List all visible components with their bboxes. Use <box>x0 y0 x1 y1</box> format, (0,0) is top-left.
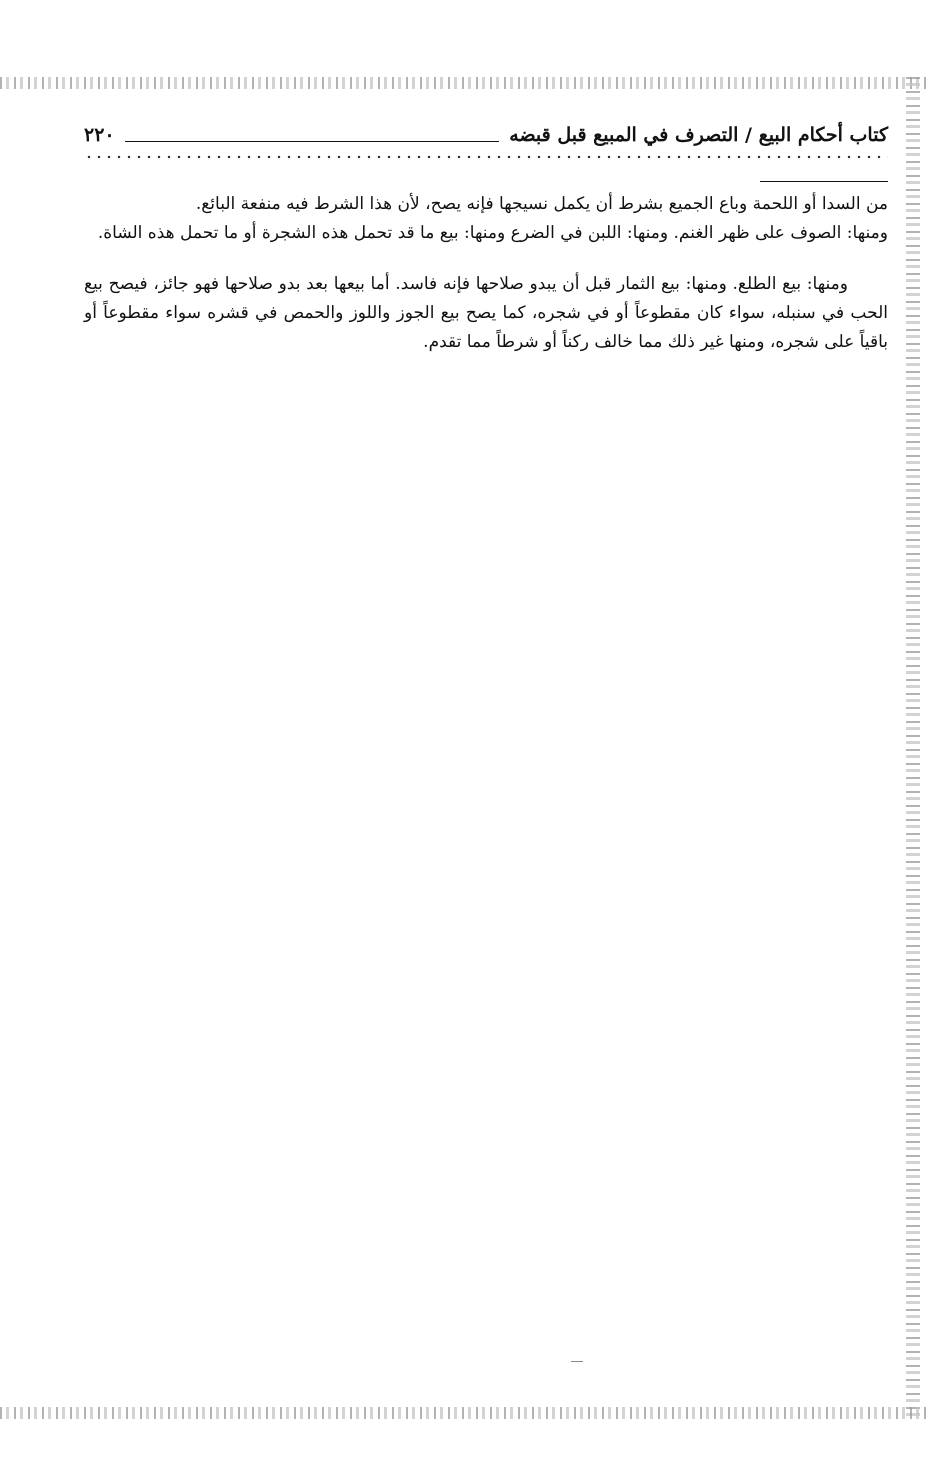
header-title: كتاب أحكام البيع / التصرف في المبيع قبل قبضه <box>509 124 888 146</box>
paragraph-1: من السدا أو اللحمة وباع الجميع بشرط أن يكمل نسيجها فإنه يصح، لأن هذا الشرط فيه منفعة البائع. <box>195 194 888 214</box>
page-number: ٢٢٠ <box>84 124 115 146</box>
separator-rule <box>760 181 888 182</box>
dotted-separator <box>84 154 888 160</box>
ornamental-border-right <box>906 77 920 1419</box>
page-body <box>84 190 888 357</box>
paragraph-3-text: ومنها: بيع الطلع. ومنها: بيع الثمار قبل أن يبدو صلاحها فإنه فاسد. أما بيعها بعد بدو صلاحها فهو جائز، فيصح بيع الحب في سنبله، سواء كان مقطوعاً أو في شجره، كما يصح بيع الجوز واللوز والحمص في قشره سواء مقطوعاً أو باقياً على شجره، ومنها غير ذلك مما خالف ركناً أو شرطاً مما تقدم. <box>84 274 888 352</box>
header-rule <box>125 141 500 142</box>
paragraph-3 <box>84 270 888 357</box>
running-header <box>84 118 888 152</box>
paragraph-2: ومنها: الصوف على ظهر الغنم. ومنها: اللبن في الضرع ومنها: بيع ما قد تحمل هذه الشجرة أو ما تحمل هذه الشاة. <box>97 223 888 243</box>
ornamental-border-bottom <box>0 1407 930 1419</box>
scan-mark <box>571 1361 583 1362</box>
ornamental-border-top <box>0 77 930 89</box>
